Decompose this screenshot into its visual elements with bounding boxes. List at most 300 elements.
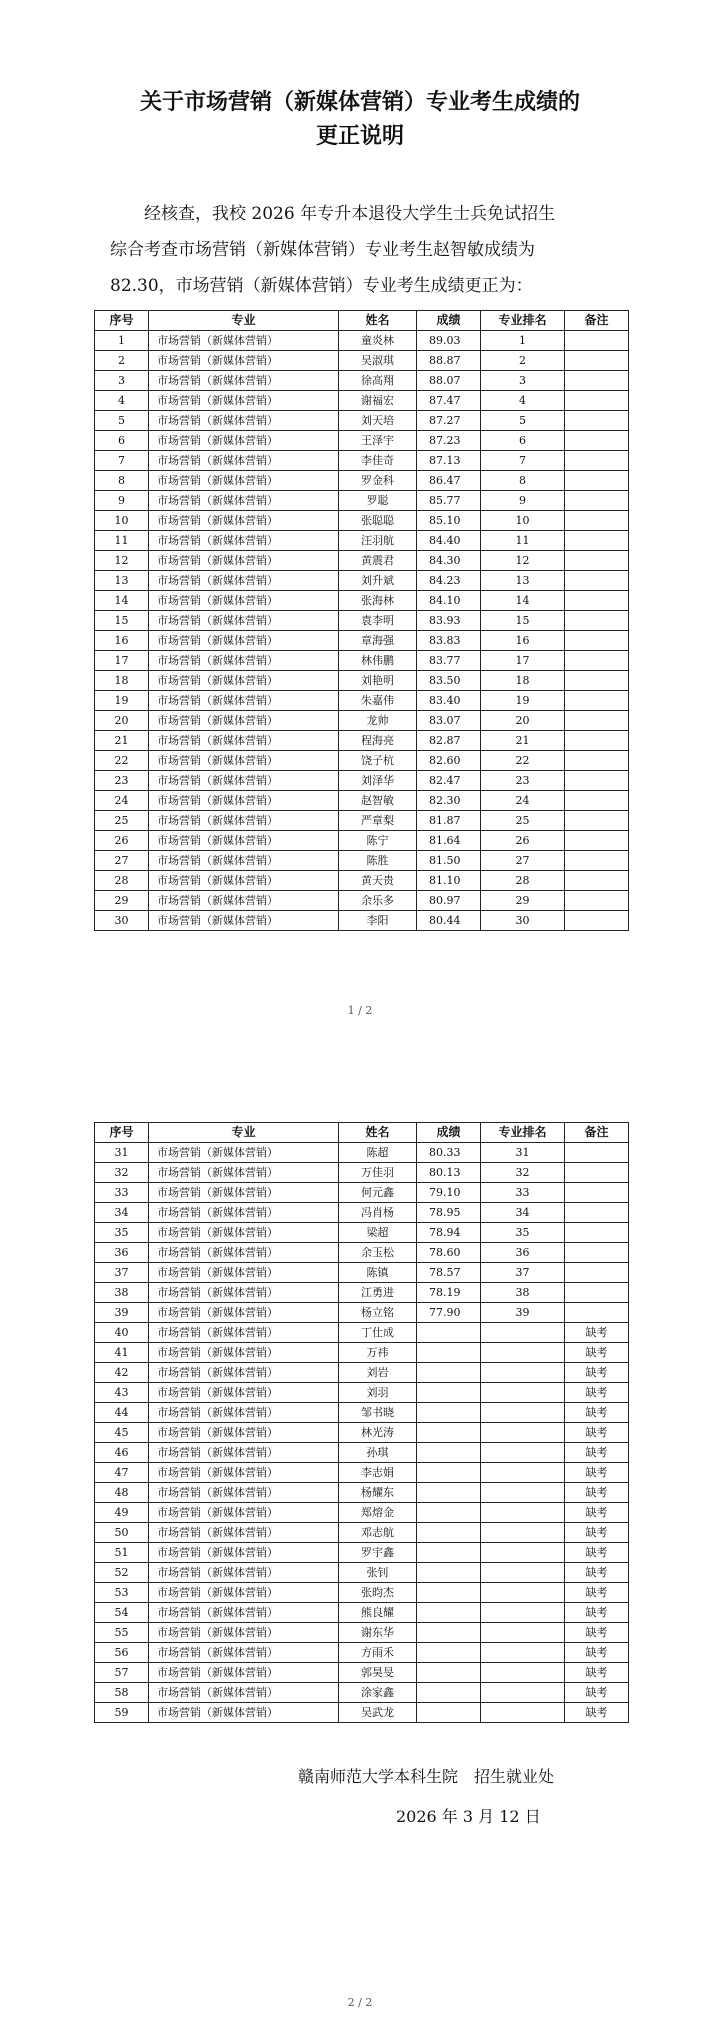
page-number-2: 2 / 2: [347, 1996, 373, 2009]
cell-name: 谢东华: [339, 1623, 417, 1643]
cell-major: 市场营销（新媒体营销）: [149, 1643, 339, 1663]
signature-org: 赣南师范大学本科生院 招生就业处: [298, 1767, 555, 1786]
cell-name: 余乐多: [339, 891, 417, 911]
cell-rank: 22: [481, 751, 565, 771]
cell-score: 80.97: [417, 891, 481, 911]
cell-name: 章海强: [339, 631, 417, 651]
cell-name: 陈宁: [339, 831, 417, 851]
cell-name: 张昀杰: [339, 1583, 417, 1603]
cell-rank: 20: [481, 711, 565, 731]
cell-name: 刘泽华: [339, 771, 417, 791]
header-index: 序号: [95, 1123, 149, 1143]
cell-score: 87.13: [417, 451, 481, 471]
table-row: [95, 1543, 629, 1563]
cell-major: 市场营销（新媒体营销）: [149, 511, 339, 531]
cell-remark: [565, 431, 629, 451]
cell-major: 市场营销（新媒体营销）: [149, 671, 339, 691]
cell-index: 17: [95, 651, 149, 671]
cell-rank: 11: [481, 531, 565, 551]
cell-rank: 30: [481, 911, 565, 931]
cell-score: 87.27: [417, 411, 481, 431]
cell-name: 梁超: [339, 1223, 417, 1243]
table-row: [95, 1323, 629, 1343]
cell-name: 张聪聪: [339, 511, 417, 531]
cell-score: 85.77: [417, 491, 481, 511]
cell-score: 89.03: [417, 331, 481, 351]
cell-name: 徐高翔: [339, 371, 417, 391]
cell-remark: 缺考: [565, 1663, 629, 1683]
header-rank: 专业排名: [481, 1123, 565, 1143]
cell-score: 87.23: [417, 431, 481, 451]
cell-remark: 缺考: [565, 1543, 629, 1563]
cell-score: [417, 1403, 481, 1423]
cell-major: 市场营销（新媒体营销）: [149, 1443, 339, 1463]
cell-major: 市场营销（新媒体营销）: [149, 531, 339, 551]
table-row: [95, 1383, 629, 1403]
cell-remark: 缺考: [565, 1563, 629, 1583]
cell-remark: [565, 871, 629, 891]
cell-remark: [565, 891, 629, 911]
cell-name: 邹书晓: [339, 1403, 417, 1423]
cell-name: 涂家鑫: [339, 1683, 417, 1703]
cell-remark: [565, 831, 629, 851]
cell-rank: 6: [481, 431, 565, 451]
cell-rank: [481, 1423, 565, 1443]
table-row: [95, 791, 629, 811]
cell-name: 刘艳明: [339, 671, 417, 691]
cell-rank: 26: [481, 831, 565, 851]
cell-index: 32: [95, 1163, 149, 1183]
cell-score: 82.60: [417, 751, 481, 771]
cell-remark: 缺考: [565, 1703, 629, 1723]
table-row: [95, 611, 629, 631]
cell-rank: 39: [481, 1303, 565, 1323]
cell-rank: [481, 1583, 565, 1603]
cell-major: 市场营销（新媒体营销）: [149, 1203, 339, 1223]
cell-rank: 15: [481, 611, 565, 631]
cell-score: 78.60: [417, 1243, 481, 1263]
body-line-2: 综合考查市场营销（新媒体营销）专业考生赵智敏成绩为: [110, 240, 535, 260]
score-table-page-1: [94, 310, 629, 931]
cell-major: 市场营销（新媒体营销）: [149, 631, 339, 651]
cell-index: 4: [95, 391, 149, 411]
cell-score: 84.30: [417, 551, 481, 571]
cell-rank: 8: [481, 471, 565, 491]
table-row: [95, 331, 629, 351]
cell-score: 83.50: [417, 671, 481, 691]
table-row: [95, 411, 629, 431]
cell-index: 35: [95, 1223, 149, 1243]
cell-rank: 7: [481, 451, 565, 471]
cell-name: 程海亮: [339, 731, 417, 751]
table-header-row: [95, 311, 629, 331]
cell-major: 市场营销（新媒体营销）: [149, 1683, 339, 1703]
table-row: [95, 1663, 629, 1683]
cell-major: 市场营销（新媒体营销）: [149, 1263, 339, 1283]
cell-remark: 缺考: [565, 1343, 629, 1363]
cell-remark: 缺考: [565, 1383, 629, 1403]
cell-rank: 28: [481, 871, 565, 891]
table-row: [95, 1363, 629, 1383]
cell-score: 81.50: [417, 851, 481, 871]
table-row: [95, 1483, 629, 1503]
cell-score: 81.10: [417, 871, 481, 891]
cell-name: 万祎: [339, 1343, 417, 1363]
cell-score: [417, 1343, 481, 1363]
cell-remark: [565, 531, 629, 551]
cell-index: 43: [95, 1383, 149, 1403]
cell-major: 市场营销（新媒体营销）: [149, 491, 339, 511]
cell-name: 吴武龙: [339, 1703, 417, 1723]
cell-remark: [565, 791, 629, 811]
cell-major: 市场营销（新媒体营销）: [149, 871, 339, 891]
table-row: [95, 1283, 629, 1303]
cell-remark: [565, 1283, 629, 1303]
cell-remark: [565, 631, 629, 651]
cell-remark: [565, 411, 629, 431]
cell-index: 8: [95, 471, 149, 491]
cell-rank: [481, 1403, 565, 1423]
cell-name: 李阳: [339, 911, 417, 931]
cell-rank: [481, 1343, 565, 1363]
cell-index: 20: [95, 711, 149, 731]
cell-score: [417, 1543, 481, 1563]
cell-index: 23: [95, 771, 149, 791]
cell-major: 市场营销（新媒体营销）: [149, 891, 339, 911]
cell-major: 市场营销（新媒体营销）: [149, 1463, 339, 1483]
cell-rank: [481, 1603, 565, 1623]
cell-score: [417, 1523, 481, 1543]
cell-rank: [481, 1503, 565, 1523]
cell-major: 市场营销（新媒体营销）: [149, 371, 339, 391]
cell-remark: [565, 911, 629, 931]
table-row: [95, 651, 629, 671]
cell-rank: 12: [481, 551, 565, 571]
cell-score: 82.30: [417, 791, 481, 811]
cell-index: 6: [95, 431, 149, 451]
cell-major: 市场营销（新媒体营销）: [149, 911, 339, 931]
cell-score: 84.23: [417, 571, 481, 591]
cell-name: 朱嘉伟: [339, 691, 417, 711]
cell-index: 15: [95, 611, 149, 631]
table-row: [95, 1463, 629, 1483]
cell-rank: 35: [481, 1223, 565, 1243]
cell-index: 59: [95, 1703, 149, 1723]
cell-name: 张海林: [339, 591, 417, 611]
cell-major: 市场营销（新媒体营销）: [149, 1583, 339, 1603]
cell-rank: 29: [481, 891, 565, 911]
cell-score: 88.87: [417, 351, 481, 371]
cell-name: 赵智敏: [339, 791, 417, 811]
cell-index: 19: [95, 691, 149, 711]
cell-remark: [565, 691, 629, 711]
cell-name: 刘天培: [339, 411, 417, 431]
cell-rank: 32: [481, 1163, 565, 1183]
cell-name: 李志娟: [339, 1463, 417, 1483]
cell-name: 方雨禾: [339, 1643, 417, 1663]
body-line-3: 82.30，市场营销（新媒体营销）专业考生成绩更正为：: [110, 276, 533, 296]
cell-major: 市场营销（新媒体营销）: [149, 811, 339, 831]
cell-major: 市场营销（新媒体营销）: [149, 1183, 339, 1203]
cell-major: 市场营销（新媒体营销）: [149, 1243, 339, 1263]
cell-remark: 缺考: [565, 1323, 629, 1343]
cell-score: 81.87: [417, 811, 481, 831]
cell-index: 7: [95, 451, 149, 471]
cell-score: [417, 1483, 481, 1503]
cell-major: 市场营销（新媒体营销）: [149, 1343, 339, 1363]
cell-remark: [565, 1203, 629, 1223]
cell-index: 39: [95, 1303, 149, 1323]
cell-name: 严章梨: [339, 811, 417, 831]
cell-rank: [481, 1643, 565, 1663]
cell-rank: [481, 1543, 565, 1563]
cell-name: 郭昊旻: [339, 1663, 417, 1683]
cell-remark: [565, 811, 629, 831]
cell-major: 市场营销（新媒体营销）: [149, 711, 339, 731]
cell-name: 罗金科: [339, 471, 417, 491]
cell-rank: 14: [481, 591, 565, 611]
signature-date: 2026 年 3 月 12 日: [396, 1807, 541, 1826]
cell-index: 31: [95, 1143, 149, 1163]
cell-rank: 2: [481, 351, 565, 371]
cell-score: 83.83: [417, 631, 481, 651]
cell-index: 21: [95, 731, 149, 751]
table-row: [95, 1263, 629, 1283]
cell-major: 市场营销（新媒体营销）: [149, 431, 339, 451]
cell-remark: [565, 1303, 629, 1323]
cell-major: 市场营销（新媒体营销）: [149, 1483, 339, 1503]
cell-index: 12: [95, 551, 149, 571]
cell-score: [417, 1463, 481, 1483]
header-rank: 专业排名: [481, 311, 565, 331]
cell-major: 市场营销（新媒体营销）: [149, 1603, 339, 1623]
cell-major: 市场营销（新媒体营销）: [149, 571, 339, 591]
header-score: 成绩: [417, 1123, 481, 1143]
cell-score: [417, 1643, 481, 1663]
cell-index: 56: [95, 1643, 149, 1663]
table-row: [95, 771, 629, 791]
cell-name: 刘岩: [339, 1363, 417, 1383]
cell-major: 市场营销（新媒体营销）: [149, 1503, 339, 1523]
cell-index: 52: [95, 1563, 149, 1583]
cell-index: 50: [95, 1523, 149, 1543]
cell-remark: [565, 651, 629, 671]
cell-name: 郑熔金: [339, 1503, 417, 1523]
cell-index: 26: [95, 831, 149, 851]
cell-major: 市场营销（新媒体营销）: [149, 1163, 339, 1183]
table-row: [95, 691, 629, 711]
cell-score: 83.93: [417, 611, 481, 631]
table-row: [95, 1643, 629, 1663]
cell-score: 78.94: [417, 1223, 481, 1243]
cell-score: 78.19: [417, 1283, 481, 1303]
cell-remark: [565, 371, 629, 391]
table-row: [95, 1583, 629, 1603]
cell-major: 市场营销（新媒体营销）: [149, 1663, 339, 1683]
cell-index: 57: [95, 1663, 149, 1683]
table-row: [95, 1303, 629, 1323]
cell-remark: [565, 671, 629, 691]
cell-name: 余玉松: [339, 1243, 417, 1263]
score-table-page-2: [94, 1122, 629, 1723]
cell-major: 市场营销（新媒体营销）: [149, 1563, 339, 1583]
cell-index: 30: [95, 911, 149, 931]
cell-rank: 4: [481, 391, 565, 411]
cell-major: 市场营销（新媒体营销）: [149, 731, 339, 751]
cell-major: 市场营销（新媒体营销）: [149, 771, 339, 791]
cell-index: 51: [95, 1543, 149, 1563]
cell-name: 饶子杭: [339, 751, 417, 771]
cell-score: [417, 1383, 481, 1403]
cell-name: 罗聪: [339, 491, 417, 511]
cell-major: 市场营销（新媒体营销）: [149, 1523, 339, 1543]
header-major: 专业: [149, 1123, 339, 1143]
title-line-2: 更正说明: [315, 124, 404, 149]
cell-rank: [481, 1363, 565, 1383]
table-row: [95, 871, 629, 891]
cell-index: 10: [95, 511, 149, 531]
cell-index: 44: [95, 1403, 149, 1423]
cell-remark: [565, 1183, 629, 1203]
cell-major: 市场营销（新媒体营销）: [149, 331, 339, 351]
cell-score: [417, 1583, 481, 1603]
cell-remark: [565, 451, 629, 471]
table-row: [95, 1223, 629, 1243]
cell-name: 吴淑琪: [339, 351, 417, 371]
cell-score: [417, 1423, 481, 1443]
cell-remark: 缺考: [565, 1423, 629, 1443]
cell-score: [417, 1563, 481, 1583]
cell-rank: 1: [481, 331, 565, 351]
cell-name: 何元鑫: [339, 1183, 417, 1203]
cell-name: 刘升斌: [339, 571, 417, 591]
table-row: [95, 591, 629, 611]
cell-rank: 23: [481, 771, 565, 791]
cell-remark: [565, 751, 629, 771]
cell-name: 龙帅: [339, 711, 417, 731]
cell-rank: 36: [481, 1243, 565, 1263]
header-name: 姓名: [339, 311, 417, 331]
header-major: 专业: [149, 311, 339, 331]
cell-rank: 3: [481, 371, 565, 391]
cell-remark: 缺考: [565, 1403, 629, 1423]
cell-major: 市场营销（新媒体营销）: [149, 791, 339, 811]
body-line-1: 经核查，我校 2026 年专升本退役大学生士兵免试招生: [144, 204, 556, 224]
cell-score: [417, 1703, 481, 1723]
cell-index: 1: [95, 331, 149, 351]
cell-remark: 缺考: [565, 1583, 629, 1603]
cell-remark: 缺考: [565, 1503, 629, 1523]
table-row: [95, 1523, 629, 1543]
cell-name: 陈镇: [339, 1263, 417, 1283]
cell-rank: [481, 1563, 565, 1583]
cell-name: 陈超: [339, 1143, 417, 1163]
cell-index: 16: [95, 631, 149, 651]
cell-major: 市场营销（新媒体营销）: [149, 1543, 339, 1563]
cell-name: 邓志航: [339, 1523, 417, 1543]
cell-name: 黄震君: [339, 551, 417, 571]
table-row: [95, 711, 629, 731]
table-row: [95, 1563, 629, 1583]
document-title: [0, 86, 720, 154]
table-row: [95, 731, 629, 751]
table-row: [95, 891, 629, 911]
cell-score: 81.64: [417, 831, 481, 851]
cell-name: 袁李明: [339, 611, 417, 631]
cell-index: 36: [95, 1243, 149, 1263]
cell-index: 38: [95, 1283, 149, 1303]
cell-score: 78.95: [417, 1203, 481, 1223]
cell-name: 冯肖杨: [339, 1203, 417, 1223]
cell-rank: [481, 1663, 565, 1683]
cell-name: 孙琪: [339, 1443, 417, 1463]
table-row: [95, 1503, 629, 1523]
cell-score: [417, 1323, 481, 1343]
cell-remark: [565, 471, 629, 491]
cell-rank: 9: [481, 491, 565, 511]
cell-remark: [565, 491, 629, 511]
cell-remark: [565, 591, 629, 611]
cell-major: 市场营销（新媒体营销）: [149, 1703, 339, 1723]
table-row: [95, 671, 629, 691]
cell-name: 熊良耀: [339, 1603, 417, 1623]
cell-score: [417, 1663, 481, 1683]
cell-remark: [565, 1243, 629, 1263]
cell-index: 47: [95, 1463, 149, 1483]
table-row: [95, 851, 629, 871]
cell-major: 市场营销（新媒体营销）: [149, 691, 339, 711]
cell-rank: 38: [481, 1283, 565, 1303]
cell-index: 5: [95, 411, 149, 431]
cell-index: 3: [95, 371, 149, 391]
cell-index: 49: [95, 1503, 149, 1523]
cell-remark: 缺考: [565, 1623, 629, 1643]
cell-rank: 37: [481, 1263, 565, 1283]
table-row: [95, 1623, 629, 1643]
cell-score: 80.13: [417, 1163, 481, 1183]
cell-score: 84.10: [417, 591, 481, 611]
cell-rank: 21: [481, 731, 565, 751]
cell-rank: 16: [481, 631, 565, 651]
cell-name: 刘羽: [339, 1383, 417, 1403]
cell-rank: 33: [481, 1183, 565, 1203]
cell-rank: [481, 1523, 565, 1543]
table-row: [95, 571, 629, 591]
cell-rank: [481, 1623, 565, 1643]
cell-remark: [565, 711, 629, 731]
table-row: [95, 511, 629, 531]
cell-major: 市场营销（新媒体营销）: [149, 551, 339, 571]
cell-major: 市场营销（新媒体营销）: [149, 411, 339, 431]
cell-remark: 缺考: [565, 1443, 629, 1463]
cell-score: [417, 1443, 481, 1463]
cell-major: 市场营销（新媒体营销）: [149, 1623, 339, 1643]
cell-name: 童炎林: [339, 331, 417, 351]
cell-remark: [565, 771, 629, 791]
cell-remark: [565, 351, 629, 371]
table-row: [95, 1423, 629, 1443]
cell-name: 李佳奇: [339, 451, 417, 471]
cell-major: 市场营销（新媒体营销）: [149, 1283, 339, 1303]
cell-score: 88.07: [417, 371, 481, 391]
header-remark: 备注: [565, 1123, 629, 1143]
cell-index: 25: [95, 811, 149, 831]
cell-major: 市场营销（新媒体营销）: [149, 451, 339, 471]
cell-remark: 缺考: [565, 1643, 629, 1663]
cell-rank: 34: [481, 1203, 565, 1223]
cell-remark: [565, 1163, 629, 1183]
cell-rank: 18: [481, 671, 565, 691]
